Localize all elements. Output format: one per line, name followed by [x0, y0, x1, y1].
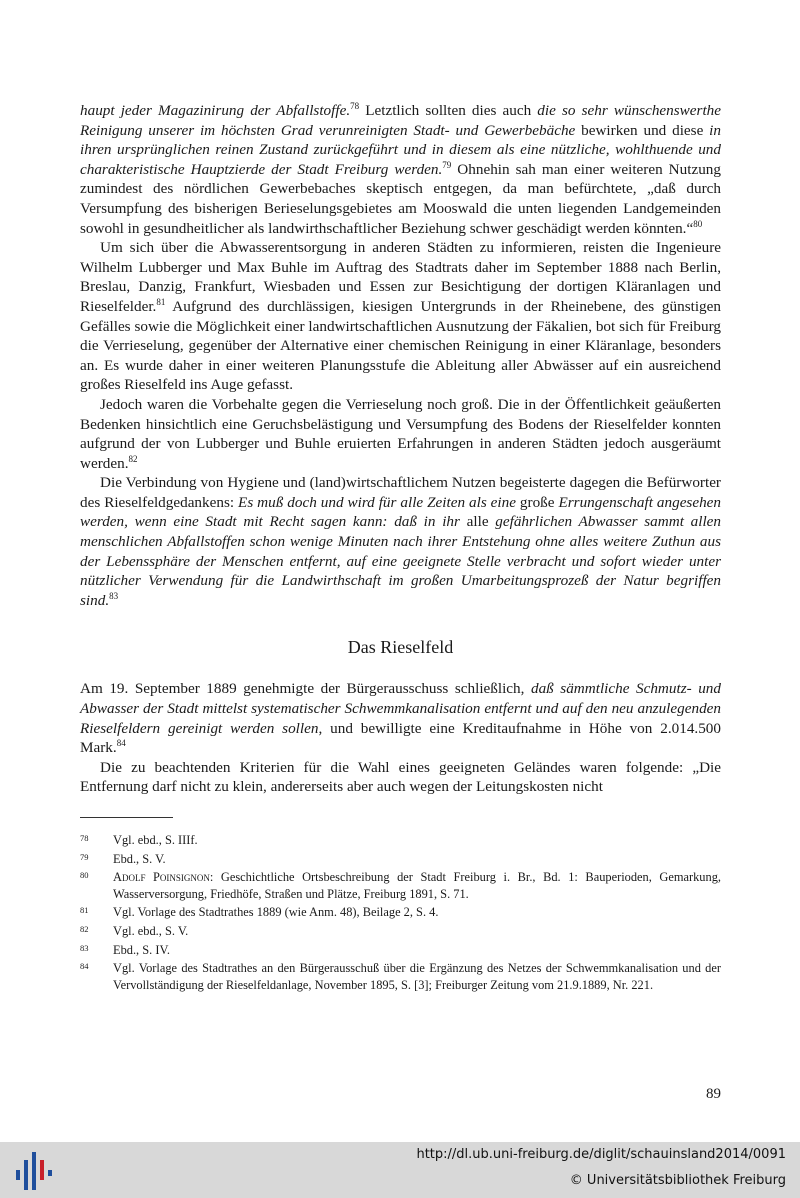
footnote-ref-80[interactable]: 80 — [693, 218, 703, 229]
text-run: Jedoch waren die Vorbehalte gegen die Verrieselung noch groß. Die in der Öffentlichkeit geäußerten Bedenken hinsichtlich eine Geruchsbelästigung und Versumpfung des Bodens der Rieselfelder konnten aufgrund der von Lubberger und Buhle eruierten Erfahrungen in anderen Städten jedoch ausgeräumt werden. — [80, 395, 721, 472]
footnote-text: Ebd., S. V. — [113, 851, 166, 866]
text-run: Um sich über die Abwasserentsorgung in anderen Städten zu informieren, reisten die Ingenieure Wilhelm Lubberger und Max Buhle im Auftrag des Stadtrats daher im September 1888 nach Berlin, Breslau, Danzig, Frankfurt, Wiesbaden und Essen zur Besichtigung der dortigen Kläranlagen und Rieselfelder. — [80, 239, 721, 315]
footnote-citation: : Geschichtliche Ortsbeschreibung der Stadt Freiburg i. Br., Bd. 1: Bauperioden, Gemarkung, Wasserversorgung, Friedhöfe, Straßen und Plätze, Freiburg 1891, S. 71. — [113, 870, 721, 901]
section-heading: Das Rieselfeld — [347, 637, 454, 658]
footnote-text: Vgl. ebd., S. IIIf. — [113, 833, 198, 847]
text-run: große — [515, 493, 559, 511]
text-run: Die Verbindung von Hygiene und (land)wirtschaftlichem Nutzen begeisterte dagegen die Befürworter des Rieselfeldgedankens: — [80, 474, 721, 511]
text-run: Am 19. September 1889 genehmigte der Bürgerausschuss schließlich, — [80, 680, 531, 698]
footnote-ref-84[interactable]: 84 — [116, 738, 126, 749]
logo-bar — [40, 1160, 44, 1180]
footnote — [80, 942, 721, 959]
footnote — [80, 923, 721, 940]
viewer-footer — [0, 1142, 800, 1198]
logo-bar — [16, 1170, 20, 1180]
paragraph-2 — [80, 238, 721, 395]
footnote-ref-82[interactable]: 82 — [128, 453, 138, 464]
footnote-number: 82 — [80, 923, 89, 934]
footnote-text: Vgl. Vorlage des Stadtrathes 1889 (wie Anm. 48), Beilage 2, S. 4. — [113, 905, 439, 920]
italic-quote: die so sehr wünschenswerthe Reinigung unserer im höchsten Grad verunreinigten Stadt- und Gewerbebäche — [80, 102, 721, 139]
footnote — [80, 960, 721, 993]
text-run: Die zu beachtenden Kriterien für die Wahl eines geeigneten Geländes waren folgende: „Die Entfernung darf nicht zu klein, andererseits aber auch wegen der Leitungskosten nicht — [80, 758, 721, 796]
paragraph-1 — [80, 101, 721, 238]
italic-quote: Errungenschaft angesehen werden, wenn eine Stadt mit Recht sagen kann: daß in ihr — [80, 493, 722, 531]
paragraph-4 — [80, 473, 721, 610]
footnote-number: 81 — [80, 905, 89, 916]
footnote-number: 80 — [80, 870, 89, 881]
footnote-number: 84 — [80, 961, 89, 972]
copyright-notice: © Universitätsbibliothek Freiburg — [569, 1173, 786, 1188]
footnote-ref-83[interactable]: 83 — [109, 590, 119, 601]
footnote-number: 79 — [80, 851, 89, 862]
text-run: bewirken und diese — [575, 121, 710, 139]
footnote-ref-81[interactable]: 81 — [156, 296, 166, 307]
paragraph-6 — [80, 758, 721, 797]
footnote-number: 83 — [80, 942, 89, 953]
footnote-text: Vgl. Vorlage des Stadtrathes an den Bürgerausschuß über die Ergänzung des Netzes der Schwemmkanalisation und der Vervollständigung der Rieselfeldanlage, November 1895, S. [3]; Freiburger Zeitung vom 21.9.1889, Nr. 221. — [113, 961, 721, 992]
footnote-text — [113, 869, 721, 902]
footnote-text: Vgl. ebd., S. V. — [113, 923, 189, 938]
permalink-url[interactable]: http://dl.ub.uni-freiburg.de/diglit/schauinsland2014/0091 — [416, 1147, 786, 1162]
footnote-author: Adolf Poinsignon — [113, 870, 210, 885]
paragraph-3 — [80, 395, 721, 473]
footnote-divider — [80, 817, 173, 818]
footnote-text: Ebd., S. IV. — [113, 942, 170, 957]
footnote — [80, 832, 721, 849]
logo-bar — [24, 1160, 28, 1190]
footnote — [80, 851, 721, 868]
italic-quote: Es muß doch und wird für alle Zeiten als eine — [238, 493, 516, 511]
italic-quote: daß sämmtliche Schmutz- und Abwasser der Stadt mittelst systematischer Schwemmkanalisation entfernt und auf den neu anzulegenden Rieselfeldern gereinigt werden sollen — [80, 680, 721, 737]
footnote-ref-79[interactable]: 79 — [442, 159, 452, 170]
footnote-number: 78 — [80, 833, 89, 843]
text-run: alle — [459, 513, 496, 531]
text-run: Letztlich sollten dies auch — [359, 102, 538, 119]
page-number: 89 — [706, 1086, 721, 1102]
logo-bar — [32, 1152, 36, 1190]
italic-quote: in ihren ursprünglichen reinen Zustand zurückgeführt und in diesem als eine nützliche, wohlthuende und charakteristische Hauptzierde der Stadt Freiburg werden. — [80, 121, 721, 178]
italic-quote: haupt jeder Magazinirung der Abfallstoffe. — [80, 102, 351, 119]
logo-bar — [48, 1170, 52, 1176]
text-run: Aufgrund des durchlässigen, kiesigen Untergrunds in der Rheinebene, des günstigen Gefälles sowie die Möglichkeit einer landwirtschaftlichen Ausnutzung der Fäkalien, bot sich für Freiburg die Verrieselung, gegenüber der Alternative einer chemischen Reinigung in einer Kläranlage, besonders an. Es wurde daher in einer weiteren Planungsstufe die Ableitung aller Abwässer auf ein ausreichend großes Rieselfeld ins Auge gefasst. — [80, 297, 721, 394]
footnote — [80, 869, 721, 902]
page-content — [80, 101, 721, 995]
footnote — [80, 904, 721, 921]
footnote-list — [80, 832, 721, 993]
footnote-ref-78[interactable]: 78 — [350, 100, 360, 111]
paragraph-5 — [80, 679, 721, 757]
university-library-logo-icon — [14, 1150, 54, 1192]
text-run: , und bewilligte eine Kreditaufnahme in Höhe von 2.014.500 Mark. — [80, 719, 721, 757]
text-run: Ohnehin sah man einer weiteren Nutzung zumindest des nördlichen Gewerbebaches skeptisch entgegen, da man befürchtete, „daß durch Versumpfung des bisherigen Berieselungsgebietes am Mooswald die unten liegenden Landgemeinden sowohl in gesundheitlicher als landwirthschaftlicher Beziehung schwer geschädigt werden könnten.“ — [80, 160, 721, 237]
italic-quote: gefährlichen Abwasser sammt allen menschlichen Abfallstoffen schon wenige Minuten nach ihrer Entstehung ohne alles weitere Zuthun aus der Lebenssphäre der Menschen entfernt, auf eine geeignete Stelle verbracht und sofort wieder unter nützlicher Verwendung für die Landwirthschaft im großen Umarbeitungsprozeß der Natur begriffen sind. — [80, 513, 721, 609]
